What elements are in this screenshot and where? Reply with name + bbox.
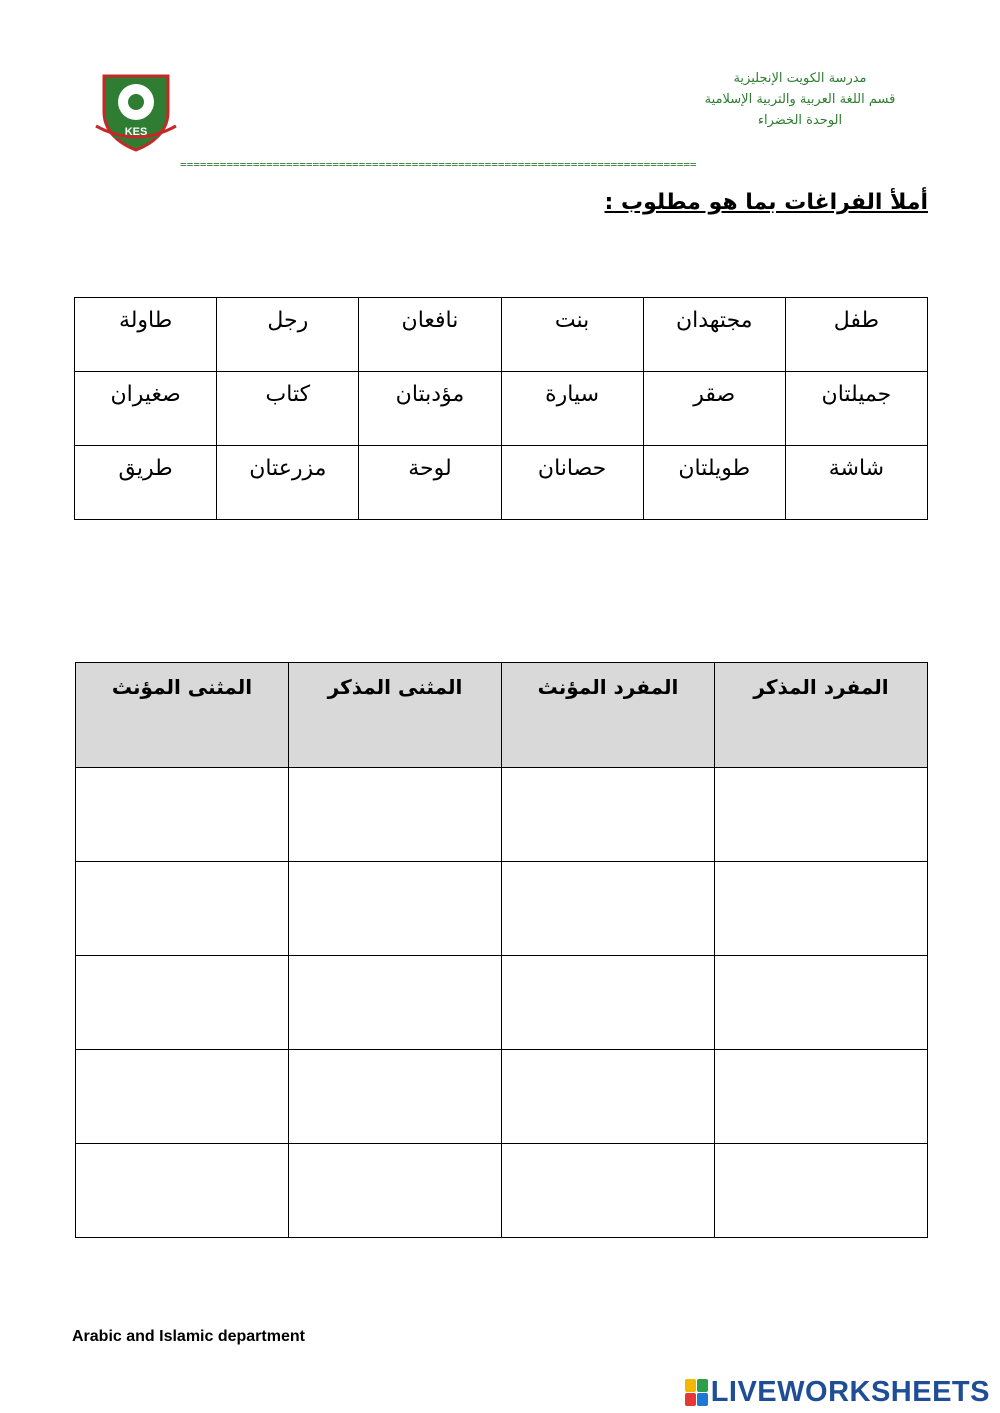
- header-singular-feminine: المفرد المؤنث: [502, 663, 715, 768]
- answer-cell[interactable]: [502, 768, 715, 862]
- word-cell: مزرعتان: [217, 446, 359, 520]
- answer-cell[interactable]: [76, 1050, 289, 1144]
- answer-cell[interactable]: [76, 768, 289, 862]
- footer-department: Arabic and Islamic department: [72, 1328, 305, 1345]
- word-cell: طريق: [75, 446, 217, 520]
- answer-cell[interactable]: [715, 1144, 928, 1238]
- answer-cell[interactable]: [289, 862, 502, 956]
- answer-row: [76, 1050, 928, 1144]
- answer-cell[interactable]: [289, 1050, 502, 1144]
- answer-cell[interactable]: [502, 862, 715, 956]
- answer-cell[interactable]: [502, 1050, 715, 1144]
- word-cell: مجتهدان: [643, 298, 785, 372]
- answer-cell[interactable]: [289, 768, 502, 862]
- answer-cell[interactable]: [502, 1144, 715, 1238]
- word-row: [75, 372, 928, 446]
- answer-cell[interactable]: [502, 956, 715, 1050]
- word-cell: طويلتان: [643, 446, 785, 520]
- word-cell: نافعان: [359, 298, 501, 372]
- answer-row: [76, 1144, 928, 1238]
- instruction-title: أملأ الفراغات بما هو مطلوب :: [604, 190, 928, 215]
- answer-cell[interactable]: [76, 862, 289, 956]
- word-cell: بنت: [501, 298, 643, 372]
- word-cell: شاشة: [785, 446, 927, 520]
- answer-cell[interactable]: [289, 956, 502, 1050]
- word-cell: كتاب: [217, 372, 359, 446]
- word-cell: طاولة: [75, 298, 217, 372]
- word-cell: سيارة: [501, 372, 643, 446]
- word-cell: طفل: [785, 298, 927, 372]
- brand-text: LIVEWORKSHEETS: [710, 1375, 990, 1408]
- answer-cell[interactable]: [715, 1050, 928, 1144]
- answer-cell[interactable]: [715, 956, 928, 1050]
- school-name: مدرسة الكويت الإنجليزية: [733, 71, 867, 86]
- school-logo: [94, 68, 178, 152]
- answer-row: [76, 768, 928, 862]
- header-singular-masculine: المفرد المذكر: [715, 663, 928, 768]
- word-cell: صغيران: [75, 372, 217, 446]
- header-dual-masculine: المثنى المذكر: [289, 663, 502, 768]
- word-cell: حصانان: [501, 446, 643, 520]
- answer-cell[interactable]: [76, 1144, 289, 1238]
- header-dual-feminine: المثنى المؤنث: [76, 663, 289, 768]
- divider-line: ==============================================================================: [180, 158, 697, 171]
- word-row: [75, 298, 928, 372]
- word-cell: جميلتان: [785, 372, 927, 446]
- school-header: [670, 68, 930, 131]
- answer-table: [75, 662, 928, 1238]
- answer-cell[interactable]: [76, 956, 289, 1050]
- liveworksheets-logo-icon: [685, 1379, 707, 1405]
- word-cell: مؤدبتان: [359, 372, 501, 446]
- answer-cell[interactable]: [715, 862, 928, 956]
- logo-text: KES: [124, 126, 148, 138]
- department-name: قسم اللغة العربية والتربية الإسلامية: [704, 92, 896, 107]
- answer-row: [76, 956, 928, 1050]
- answer-cell[interactable]: [289, 1144, 502, 1238]
- answer-header-row: [76, 663, 928, 768]
- word-cell: رجل: [217, 298, 359, 372]
- answer-cell[interactable]: [715, 768, 928, 862]
- word-bank-table: [74, 297, 928, 520]
- word-cell: صقر: [643, 372, 785, 446]
- word-cell: لوحة: [359, 446, 501, 520]
- liveworksheets-brand[interactable]: [685, 1376, 990, 1408]
- answer-row: [76, 862, 928, 956]
- unit-name: الوحدة الخضراء: [757, 113, 843, 128]
- word-row: [75, 446, 928, 520]
